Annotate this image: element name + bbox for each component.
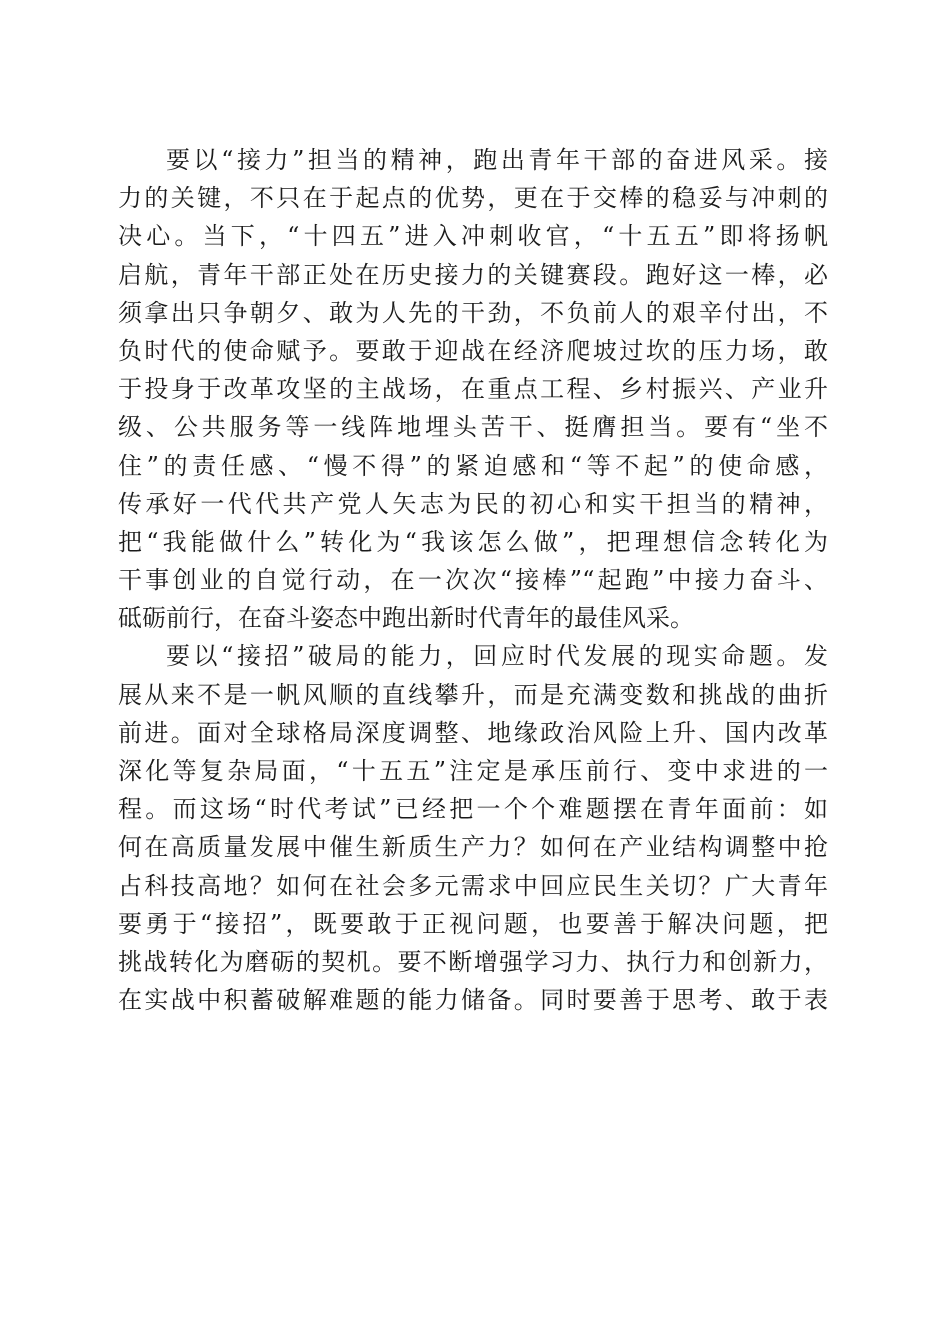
paragraph-challenge [118, 637, 828, 1019]
text-line: 在实战中积蓄破解难题的能力储备。同时要善于思考、敢于表 [118, 986, 828, 1015]
text-line: 负时代的使命赋予。要敢于迎战在经济爬坡过坎的压力场，敢 [118, 336, 828, 365]
text-line: 要勇于“接招”，既要敢于正视问题，也要善于解决问题，把 [118, 909, 828, 938]
text-line: 挑战转化为磨砺的契机。要不断增强学习力、执行力和创新力， [118, 947, 828, 976]
text-line: 要以“接力”担当的精神，跑出青年干部的奋进风采。接 [166, 146, 828, 174]
paragraph-relay [118, 141, 828, 637]
text-line: 于投身于改革攻坚的主战场，在重点工程、乡村振兴、产业升 [118, 375, 828, 404]
text-line: 前进。面对全球格局深度调整、地缘政治风险上升、国内改革 [118, 718, 828, 747]
text-line: 住”的责任感、“慢不得”的紧迫感和“等不起”的使命感， [118, 451, 828, 480]
text-line: 力的关键，不只在于起点的优势，更在于交棒的稳妥与冲刺的 [118, 184, 828, 213]
text-line: 深化等复杂局面，“十五五”注定是承压前行、变中求进的一 [118, 757, 828, 785]
text-line: 砥砺前行，在奋斗姿态中跑出新时代青年的最佳风采。 [118, 604, 694, 633]
text-line: 要以“接招”破局的能力，回应时代发展的现实命题。发 [166, 642, 828, 671]
document-body [118, 141, 828, 1019]
text-line: 干事创业的自觉行动，在一次次“接棒”“起跑”中接力奋斗、 [118, 566, 828, 595]
text-line: 传承好一代代共产党人矢志为民的初心和实干担当的精神， [118, 489, 828, 518]
text-line: 把“我能做什么”转化为“我该怎么做”，把理想信念转化为 [118, 527, 828, 556]
text-line: 启航，青年干部正处在历史接力的关键赛段。跑好这一棒，必 [118, 260, 828, 289]
text-line: 程。而这场“时代考试”已经把一个个难题摆在青年面前：如 [118, 795, 828, 824]
text-line: 决心。当下，“十四五”进入冲刺收官，“十五五”即将扬帆 [118, 222, 828, 251]
text-line: 须拿出只争朝夕、敢为人先的干劲，不负前人的艰辛付出，不 [118, 298, 828, 327]
text-line: 级、公共服务等一线阵地埋头苦干、挺膺担当。要有“坐不 [118, 413, 828, 442]
text-line: 何在高质量发展中催生新质生产力？如何在产业结构调整中抢 [118, 833, 828, 862]
text-line: 占科技高地？如何在社会多元需求中回应民生关切？广大青年 [118, 871, 828, 900]
text-line: 展从来不是一帆风顺的直线攀升，而是充满变数和挑战的曲折 [118, 680, 828, 709]
